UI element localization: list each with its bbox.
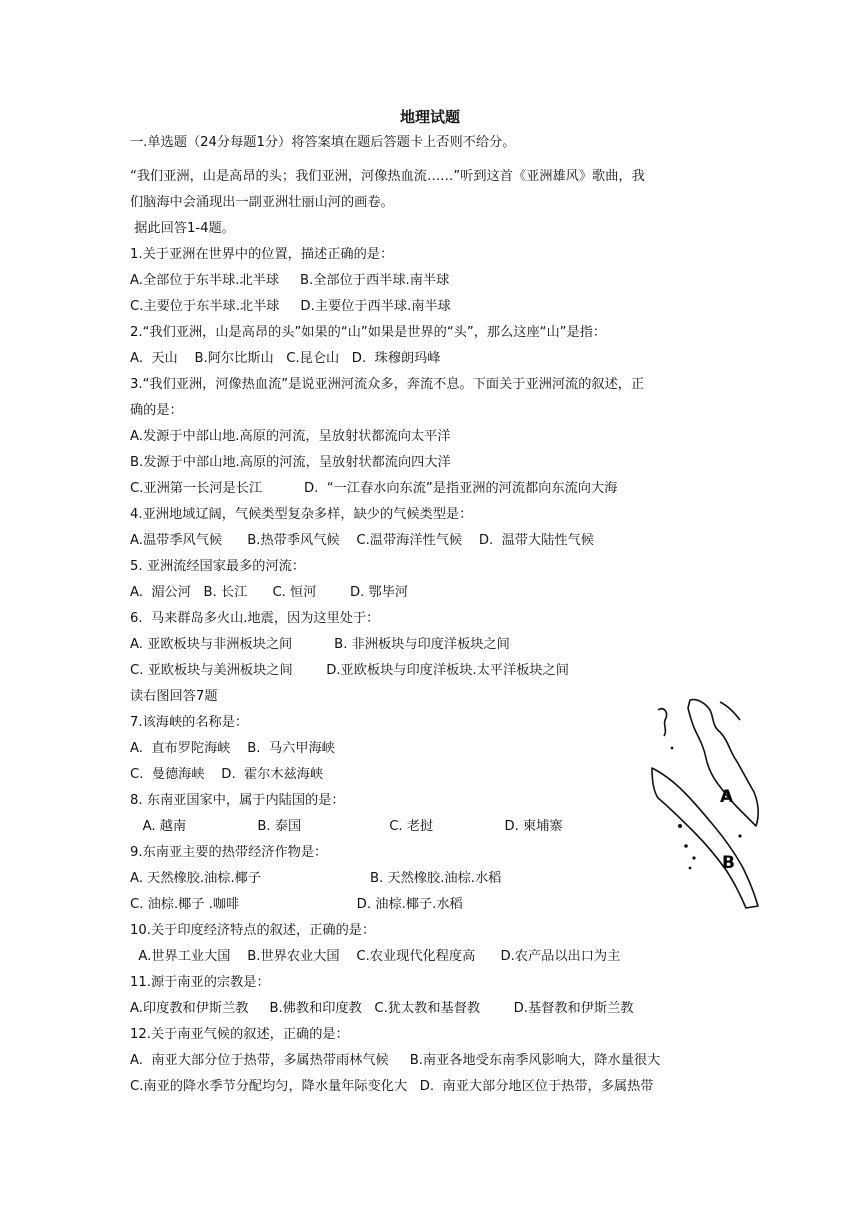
question-3-option-a: A.发源于中部山地.高原的河流，呈放射状都流向太平洋	[130, 429, 451, 444]
question-1-options: A.全部位于东半球.北半球 B.全部位于西半球.南半球	[130, 273, 450, 288]
question-11: 11.源于南亚的宗教是：	[130, 975, 270, 990]
read-map-instruction: 读右图回答7题	[130, 689, 218, 704]
question-6: 6. 马来群岛多火山.地震，因为这里处于：	[130, 611, 380, 626]
question-3: 确的是：	[130, 403, 183, 418]
intro-line: 们脑海中会涌现出一副亚洲壮丽山河的画卷。	[130, 195, 394, 210]
question-7-options: A. 直布罗陀海峡 B. 马六甲海峡	[130, 741, 335, 756]
section-header: 一.单选题（24分每题1分）将答案填在题后答题卡上否则不给分。	[130, 135, 516, 150]
question-2: 2.“我们亚洲，山是高昂的头”如果的“山”如果是世界的“头”，那么这座“山”是指：	[130, 325, 607, 340]
question-12: 12.关于南亚气候的叙述，正确的是：	[130, 1027, 349, 1042]
map-label-b: B	[722, 853, 735, 873]
question-6-options: C. 亚欧板块与美洲板块之间 D.亚欧板块与印度洋板块.太平洋板块之间	[130, 663, 569, 678]
map-label-a: A	[720, 787, 734, 807]
question-3: 3.“我们亚洲，河像热血流”是说亚洲河流众多，奔流不息。下面关于亚洲河流的叙述，正	[130, 377, 645, 392]
page-title: 地理试题	[399, 108, 460, 126]
question-4-options: A.温带季风气候 B.热带季风气候 C.温带海洋性气候 D. 温带大陆性气候	[130, 533, 594, 548]
question-1-options: C.主要位于东半球.北半球 D.主要位于西半球.南半球	[130, 299, 451, 314]
question-12-options: A. 南亚大部分位于热带，多属热带雨林气候 B.南亚各地受东南季风影响大，降水量很大	[130, 1053, 661, 1068]
question-8-options: A. 越南 B. 泰国 C. 老挝 D. 柬埔寨	[130, 819, 563, 834]
question-12-options: C.南亚的降水季节分配均匀，降水量年际变化大 D. 南亚大部分地区位于热带，多属热带	[130, 1079, 654, 1094]
question-5: 5. 亚洲流经国家最多的河流：	[130, 559, 306, 574]
question-2-options: A. 天山 B.阿尔比斯山 C.昆仑山 D. 珠穆朗玛峰	[130, 351, 441, 366]
question-5-options: A. 湄公河 B. 长江 C. 恒河 D. 鄂毕河	[130, 585, 409, 600]
question-3-options: C.亚洲第一长河是长江 D. “一江春水向东流”是指亚洲的河流都向东流向大海	[130, 481, 618, 496]
question-3-option-b: B.发源于中部山地.高原的河流，呈放射状都流向四大洋	[130, 455, 451, 470]
question-10-options: A.世界工业大国 B.世界农业大国 C.农业现代化程度高 D.农产品以出口为主	[130, 949, 621, 964]
question-8: 8. 东南亚国家中，属于内陆国的是：	[130, 793, 345, 808]
question-11-options: A.印度教和伊斯兰教 B.佛教和印度教 C.犹太教和基督教 D.基督教和伊斯兰教	[130, 1001, 634, 1016]
question-7-options: C. 曼德海峡 D. 霍尔木兹海峡	[130, 767, 324, 782]
question-9-options: C. 油棕.椰子 .咖啡 D. 油棕.椰子.水稻	[130, 897, 463, 912]
question-4: 4.亚洲地域辽阔，气候类型复杂多样，缺少的气候类型是：	[130, 507, 473, 522]
intro-line: “我们亚洲，山是高昂的头；我们亚洲，河像热血流……”听到这首《亚洲雄风》歌曲，我	[130, 169, 645, 184]
question-7: 7.该海峡的名称是：	[130, 715, 249, 730]
question-10: 10.关于印度经济特点的叙述，正确的是：	[130, 923, 376, 938]
question-6-options: A. 亚欧板块与非洲板块之间 B. 非洲板块与印度洋板块之间	[130, 637, 510, 652]
question-9-options: A. 天然橡胶.油棕.椰子 B. 天然橡胶.油棕.水稻	[130, 871, 502, 886]
question-9: 9.东南亚主要的热带经济作物是：	[130, 845, 328, 860]
question-1: 1.关于亚洲在世界中的位置，描述正确的是：	[130, 247, 394, 262]
intro-line: 据此回答1-4题。	[130, 221, 235, 236]
strait-map	[650, 696, 762, 910]
